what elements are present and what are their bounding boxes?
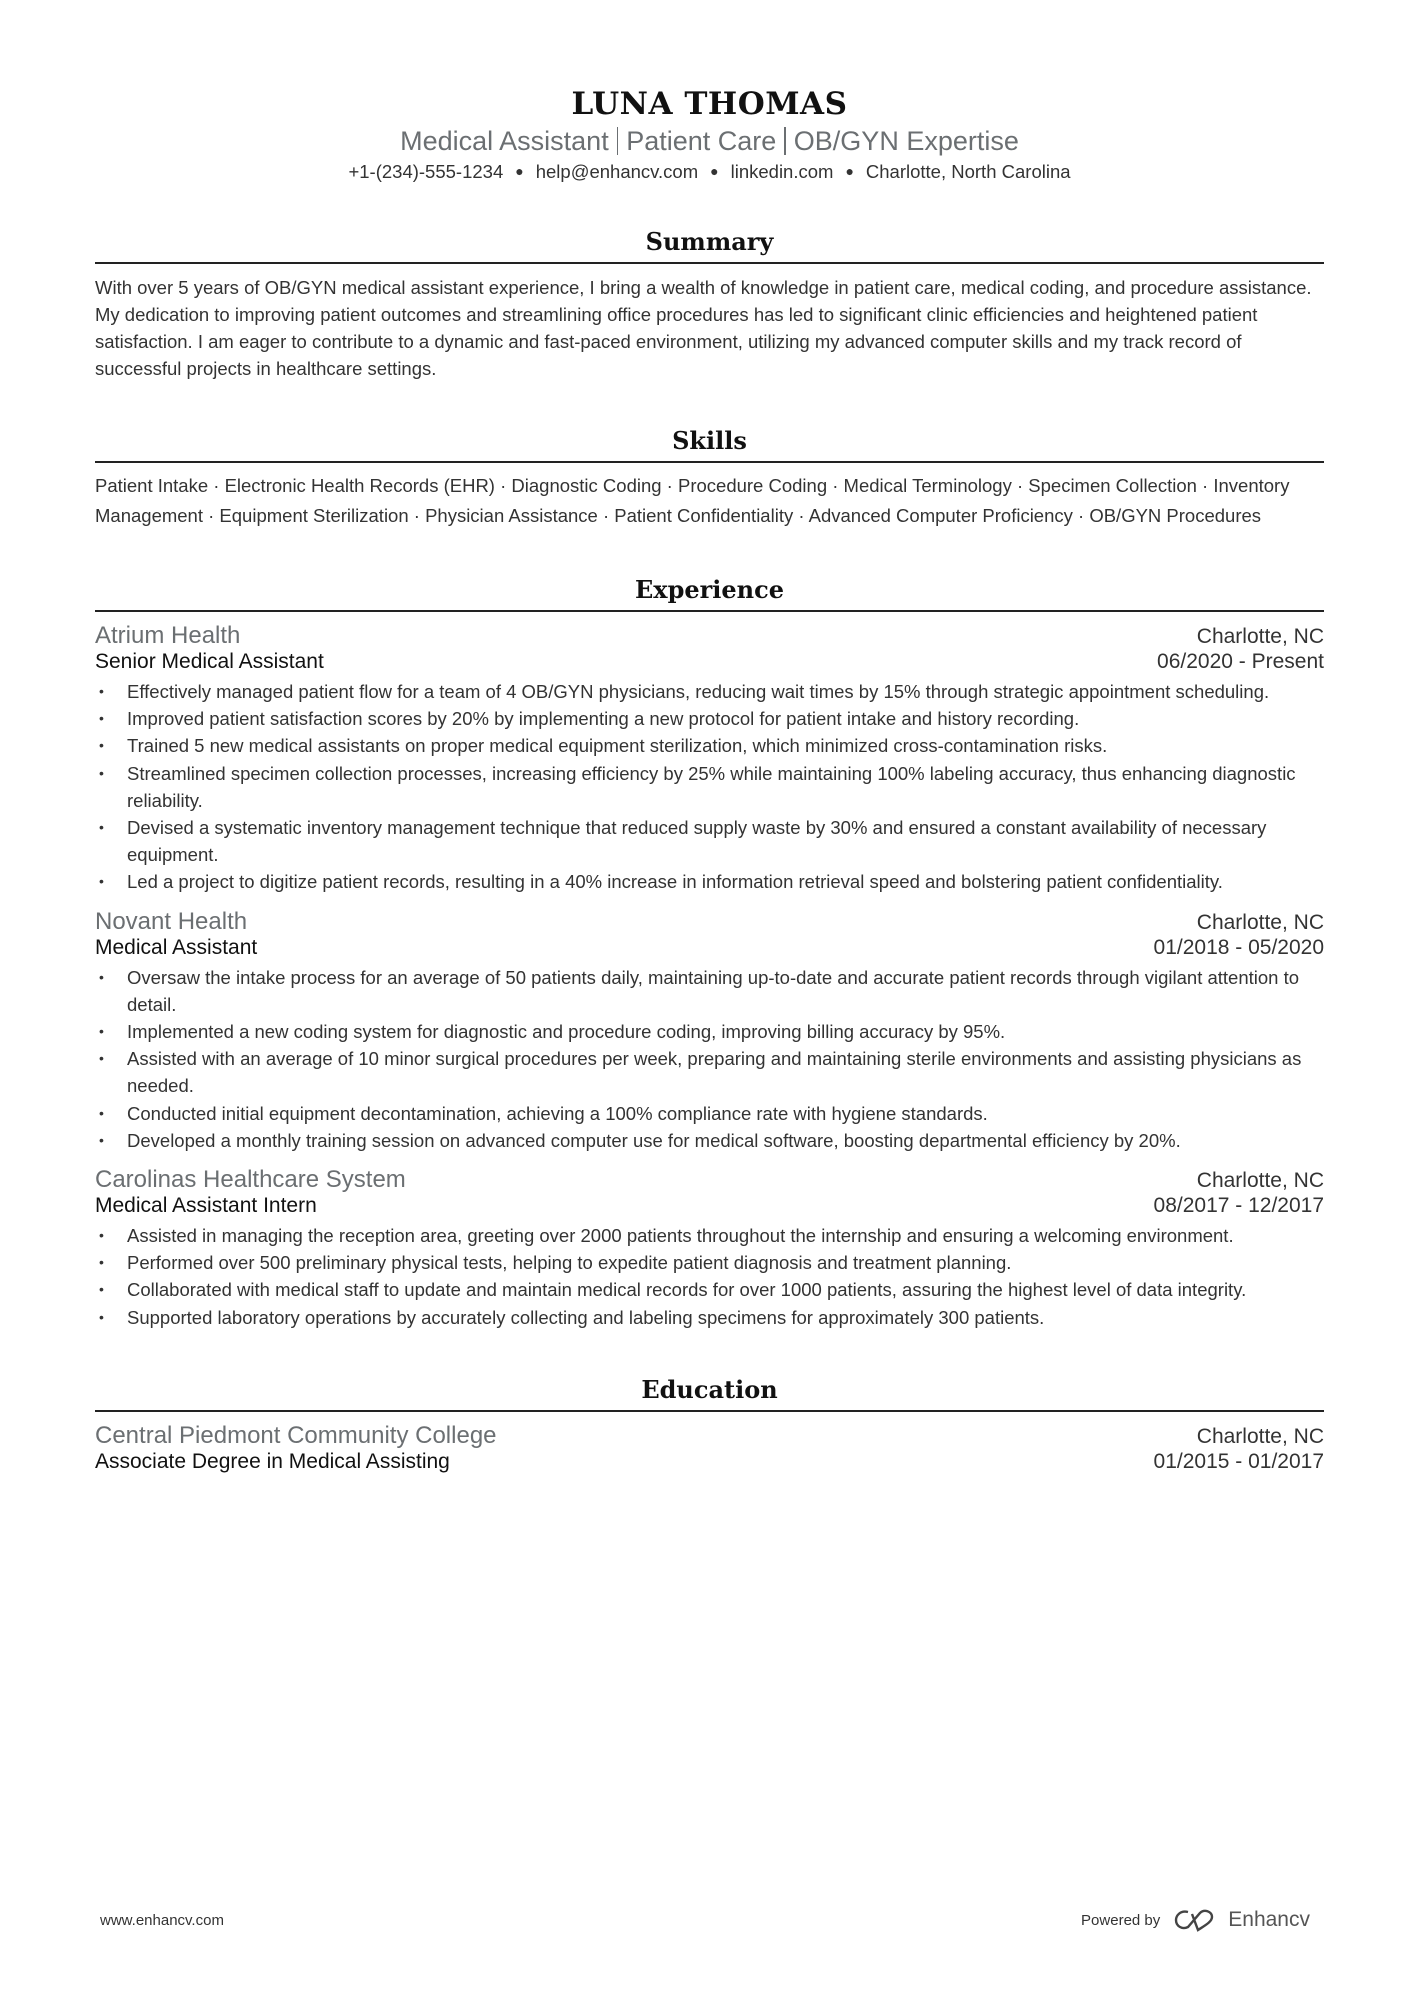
- bullet-item: • Streamlined specimen collection processes, increasing efficiency by 25% while maintaining 100% labeling accuracy, thus enhancing diagnostic reliability.: [95, 760, 1324, 814]
- candidate-name: LUNA THOMAS: [571, 86, 848, 122]
- phone: +1-(234)-555-1234: [348, 161, 504, 182]
- bullet-item: • Conducted initial equipment decontamination, achieving a 100% compliance rate with hygiene standards.: [95, 1100, 1324, 1127]
- section-title: Experience: [95, 575, 1324, 612]
- company-name: Carolinas Healthcare System: [95, 1166, 406, 1194]
- bullet-item: • Collaborated with medical staff to update and maintain medical records for over 1000 patients, assuring the highest level of data integrity.: [95, 1276, 1324, 1303]
- job-entry: [95, 908, 1324, 1154]
- brand-name: Enhancv: [1228, 1908, 1310, 1931]
- bullet-item: • Effectively managed patient flow for a team of 4 OB/GYN physicians, reducing wait times by 15% through strategic appointment scheduling.: [95, 678, 1324, 705]
- contact-info: +1-(234)-555-1234 ● help@enhancv.com ● linkedin.com ● Charlotte, North Carolina: [348, 161, 1071, 182]
- enhancv-logo: [1174, 1908, 1310, 1932]
- bullet-item: • Assisted with an average of 10 minor surgical procedures per week, preparing and maintaining sterile environments and assisting physicians as needed.: [95, 1045, 1324, 1099]
- skills-section: [95, 426, 1324, 531]
- summary-text: With over 5 years of OB/GYN medical assistant experience, I bring a wealth of knowledge in patient care, medical coding, and procedure assistance. My dedication to improving patient outcomes and streamlining office procedures has led to significant clinic efficiencies and heightened patient satisfaction. I am eager to contribute to a dynamic and fast-paced environment, utilizing my advanced computer skills and my track record of successful projects in healthcare settings.: [95, 277, 1312, 379]
- linkedin-link[interactable]: linkedin.com: [730, 161, 834, 182]
- bullet-item: • Trained 5 new medical assistants on proper medical equipment sterilization, which minimized cross-contamination risks.: [95, 732, 1324, 759]
- job-dates: 06/2020 - Present: [1157, 650, 1324, 673]
- job-title: Senior Medical Assistant: [95, 650, 324, 673]
- bullet-item: • Led a project to digitize patient records, resulting in a 40% increase in information retrieval speed and bolstering patient confidentiality.: [95, 868, 1324, 895]
- education-section: [95, 1375, 1324, 1474]
- school-name: Central Piedmont Community College: [95, 1421, 497, 1449]
- bullet-item: • Implemented a new coding system for diagnostic and procedure coding, improving billing accuracy by 95%.: [95, 1018, 1324, 1045]
- job-entry: [95, 622, 1324, 896]
- bullet-item: • Oversaw the intake process for an average of 50 patients daily, maintaining up-to-date and accurate patient records through vigilant attention to detail.: [95, 964, 1324, 1018]
- resume: [95, 0, 1324, 1474]
- headline-title: Medical Assistant: [400, 126, 609, 156]
- section-title: Education: [95, 1375, 1324, 1412]
- bullet-item: • Assisted in managing the reception area, greeting over 2000 patients throughout the internship and ensuring a welcoming environment.: [95, 1222, 1324, 1249]
- summary-section: [95, 227, 1324, 382]
- job-title: Medical Assistant Intern: [95, 1194, 317, 1218]
- divider: [784, 127, 786, 155]
- job-location: Charlotte, NC: [1196, 625, 1324, 648]
- powered-by-label: Powered by: [1081, 1911, 1161, 1929]
- skills-list: Patient Intake · Electronic Health Records (EHR) · Diagnostic Coding · Procedure Coding · Medical Terminology · Specimen Collection · Inventory Management · Equipment Sterilization · Physician Assistance · Patient Confidentiality · Advanced Computer Proficiency · OB/GYN Procedures: [95, 475, 1290, 526]
- job-location: Charlotte, NC: [1196, 910, 1324, 934]
- job-bullets: [95, 964, 1324, 1154]
- degree: Associate Degree in Medical Assisting: [95, 1449, 450, 1473]
- job-entry: [95, 1166, 1324, 1331]
- location: Charlotte, North Carolina: [865, 161, 1071, 182]
- job-bullets: [95, 678, 1324, 896]
- experience-section: [95, 575, 1324, 1331]
- section-title: Summary: [95, 227, 1324, 264]
- bullet-item: • Devised a systematic inventory management technique that reduced supply waste by 30% and ensured a constant availability of necessary equipment.: [95, 814, 1324, 868]
- headline: [95, 126, 1324, 157]
- email-link[interactable]: help@enhancv.com: [535, 161, 699, 182]
- company-name: Atrium Health: [95, 622, 241, 649]
- education-entry: [95, 1422, 1324, 1474]
- bullet-item: • Supported laboratory operations by accurately collecting and labeling specimens for approximately 300 patients.: [95, 1304, 1324, 1331]
- website-link[interactable]: www.enhancv.com: [100, 1911, 224, 1929]
- footer: [100, 1908, 1310, 1932]
- bullet-item: • Improved patient satisfaction scores by 20% by implementing a new protocol for patient intake and history recording.: [95, 705, 1324, 732]
- job-dates: 01/2018 - 05/2020: [1153, 935, 1324, 959]
- job-location: Charlotte, NC: [1196, 1169, 1324, 1193]
- headline-title: OB/GYN Expertise: [793, 126, 1019, 156]
- bullet-item: • Developed a monthly training session on advanced computer use for medical software, boosting departmental efficiency by 20%.: [95, 1127, 1324, 1154]
- divider: [617, 127, 619, 155]
- headline-title: Patient Care: [626, 126, 777, 156]
- job-title: Medical Assistant: [95, 935, 258, 959]
- company-name: Novant Health: [95, 907, 248, 935]
- section-title: Skills: [95, 426, 1324, 463]
- job-dates: 08/2017 - 12/2017: [1153, 1194, 1324, 1218]
- job-bullets: [95, 1222, 1324, 1331]
- school-location: Charlotte, NC: [1196, 1424, 1324, 1448]
- enhancv-logo-icon: [1174, 1908, 1220, 1932]
- bullet-item: • Performed over 500 preliminary physical tests, helping to expedite patient diagnosis and treatment planning.: [95, 1249, 1324, 1276]
- education-dates: 01/2015 - 01/2017: [1153, 1449, 1324, 1473]
